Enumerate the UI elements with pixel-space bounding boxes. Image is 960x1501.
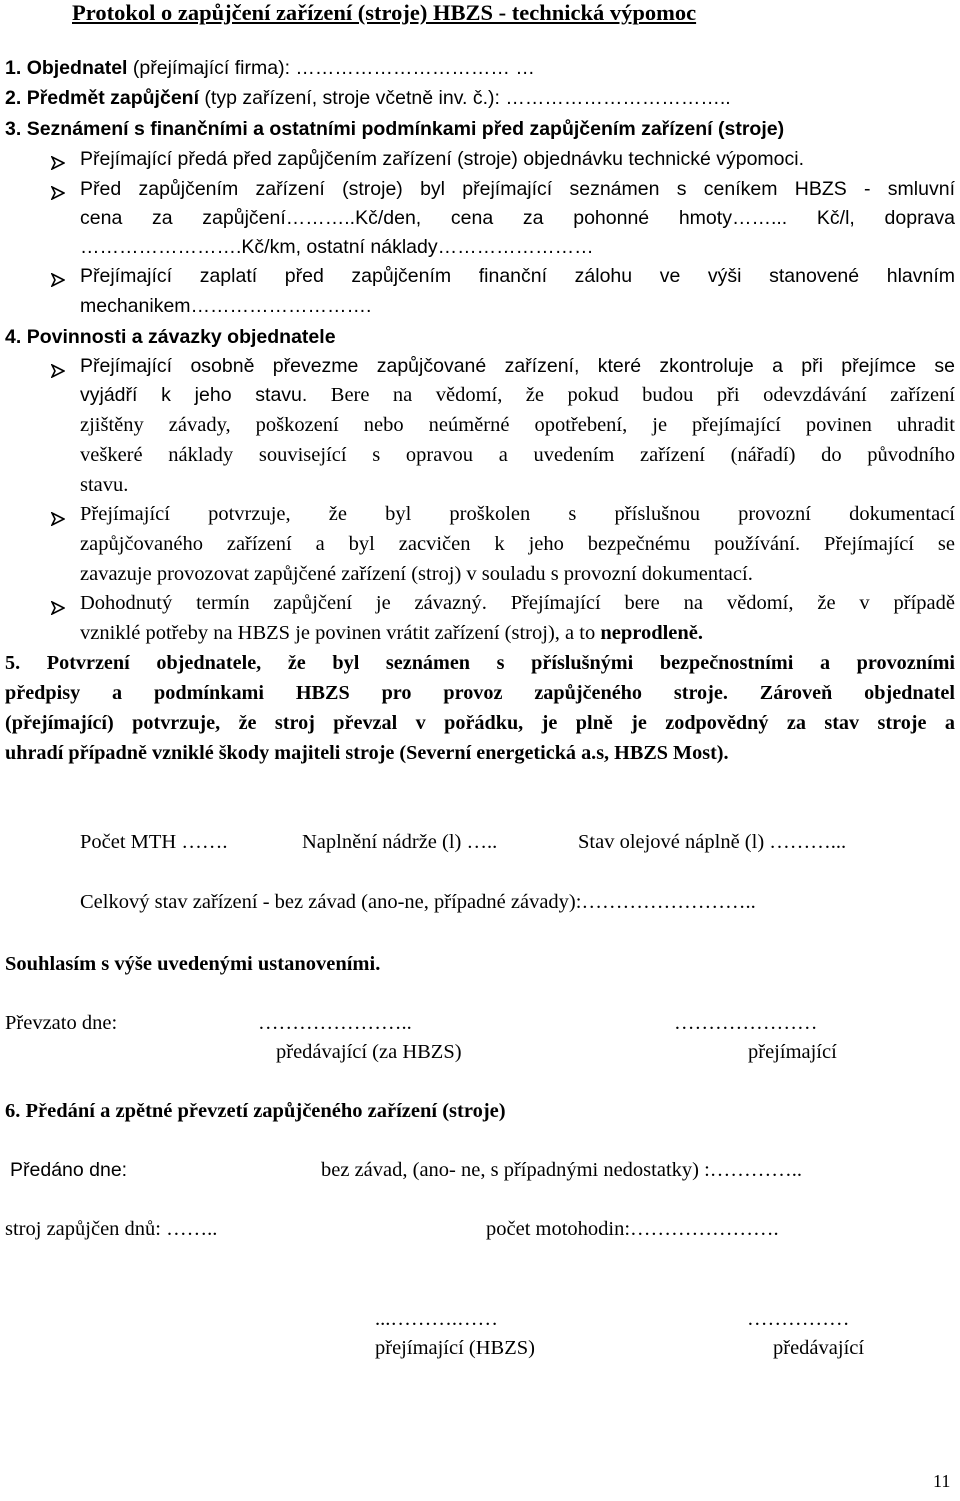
bullet4-3-line2 <box>80 622 703 645</box>
bullet-arrow-icon <box>51 601 65 615</box>
bullet4-2-line2 <box>80 533 955 556</box>
item-heading: Seznámení s finančními a ostatními podmínkami před zapůjčením zařízení (stroje) <box>26 118 785 140</box>
bullet-text: zapůjčovaného zařízení a byl zacvičen k jeho bezpečnému používání. <box>80 533 801 555</box>
bullet-text-bold: neprodleně. <box>600 622 704 644</box>
bullet3-3-line1: Přejímající zaplatí před zapůjčením finanční zálohu ve výši stanovené hlavním <box>80 265 955 287</box>
signature-line: ………………….. <box>258 1012 412 1034</box>
page-number: 11 <box>933 1471 951 1491</box>
bullet4-1-line4: veškeré náklady související s opravou a uvedením zařízení (nářadí) do původního <box>80 444 955 466</box>
bullet-text: Přejímající bere na vědomí, že v případě <box>486 592 955 614</box>
item-label: Objednatel <box>26 57 128 79</box>
item-predmet <box>5 87 731 110</box>
bullet-arrow-icon <box>51 364 65 378</box>
item-label-rest: (typ zařízení, stroje včetně inv. č.): <box>199 87 500 109</box>
item5-line1: 5. Potvrzení objednatele, že byl seznámen s příslušnými bezpečnostními a provozními <box>5 652 955 674</box>
bullet-text: Bere na vědomí, že pokud budou při odevzdávání zařízení <box>307 384 955 406</box>
item-label: Předmět zapůjčení <box>26 87 199 109</box>
bullet3-2-line3: …………………….Kč/km, ostatní náklady…………………… <box>80 236 594 258</box>
signature-label: přejímající (HBZS) <box>375 1337 535 1359</box>
item4-heading <box>5 326 336 349</box>
item3-heading <box>5 118 784 141</box>
bullet4-2-line3: zavazuje provozovat zapůjčené zařízení (stroj) v souladu s provozní dokumentací. <box>80 563 753 585</box>
bullet4-1-line3: zjištěny závady, poškození nebo neúměrné opotřebení, je přejímající povinen uhradit <box>80 414 955 436</box>
signature-line: ...……….…… <box>375 1308 498 1330</box>
taken-date-label: Převzato dne: <box>5 1012 118 1034</box>
bullet-text: Dohodnutý termín zapůjčení je závazný. <box>80 592 487 614</box>
field-mth: Počet MTH ……. <box>80 831 228 853</box>
item-label-rest: (přejímající firma): <box>127 57 290 79</box>
bullet-arrow-icon <box>51 273 65 287</box>
item-number: 1. <box>5 57 22 79</box>
bullet4-1-line2 <box>80 384 955 407</box>
bullet-text: vzniklé potřeby na HBZS je povinen vrátit zařízení (stroj), a to <box>80 622 601 644</box>
item5-line3: (přejímající) potvrzuje, že stroj převzal v pořádku, je plně je zodpovědný za stav stroje a <box>5 712 955 734</box>
bullet-text: Přejímající se <box>800 533 955 555</box>
consent-statement: Souhlasím s výše uvedenými ustanoveními. <box>5 953 381 975</box>
item5-line2: předpisy a podmínkami HBZS pro provoz zapůjčeného stroje. Zároveň objednatel <box>5 682 955 704</box>
handover-date-label: Předáno dne: <box>10 1159 128 1181</box>
bullet3-2-line1: Před zapůjčením zařízení (stroje) byl přejímající seznámen s ceníkem HBZS - smluvní <box>80 178 955 200</box>
bullet3-2-line2: cena za zapůjčení………..Kč/den, cena za pohonné hmoty……... Kč/l, doprava <box>80 207 955 229</box>
bullet4-1-line1: Přejímající osobně převezme zapůjčované zařízení, které zkontroluje a při přejímce se <box>80 355 955 377</box>
signature-line: …………… <box>747 1308 850 1330</box>
bullet-arrow-icon <box>51 156 65 170</box>
signature-label: přejímající <box>748 1041 837 1063</box>
bullet-arrow-icon <box>51 512 65 526</box>
signature-line: ………………… <box>674 1012 818 1034</box>
field-oil: Stav olejové náplně (l) ………... <box>578 831 847 853</box>
item-number: 2. <box>5 87 22 109</box>
bullet3-3-line2: mechanikem………………………. <box>80 295 372 317</box>
fill-dots: …………………………… … <box>289 57 535 79</box>
signature-label: předávající (za HBZS) <box>276 1041 462 1063</box>
item6-heading: 6. Předání a zpětné převzetí zapůjčeného zařízení (stroje) <box>5 1100 506 1122</box>
item-number: 4. <box>5 326 22 348</box>
handover-condition: bez závad, (ano- ne, s případnými nedostatky) :………….. <box>321 1159 803 1181</box>
document-title: Protokol o zapůjčení zařízení (stroje) HBZS - technická výpomoc <box>72 0 697 25</box>
item-heading: Povinnosti a závazky objednatele <box>26 326 336 348</box>
item-number: 3. <box>5 118 22 140</box>
fill-dots: …………………………….. <box>499 87 731 109</box>
bullet4-3-line1 <box>80 592 955 615</box>
bullet-text: vyjádří k jeho stavu. <box>80 384 308 406</box>
field-fuel: Naplnění nádrže (l) ….. <box>302 831 498 853</box>
bullet-arrow-icon <box>51 186 65 200</box>
item5-line4: uhradí případně vzniklé škody majiteli stroje (Severní energetická a.s, HBZS Most). <box>5 742 729 764</box>
bullet4-2-line1: Přejímající potvrzuje, že byl proškolen s příslušnou provozní dokumentací <box>80 503 955 525</box>
field-overall-state: Celkový stav zařízení - bez závad (ano-ne, případné závady):…………………….. <box>80 891 756 913</box>
engine-hours: počet motohodin:…………………. <box>486 1218 779 1240</box>
bullet4-1-line5: stavu. <box>80 474 129 496</box>
bullet3-1: Přejímající předá před zapůjčením zařízení (stroje) objednávku technické výpomoci. <box>80 148 805 170</box>
item-objednatel <box>5 57 535 80</box>
loan-days: stroj zapůjčen dnů: …….. <box>5 1218 218 1240</box>
signature-label: předávající <box>773 1337 865 1359</box>
